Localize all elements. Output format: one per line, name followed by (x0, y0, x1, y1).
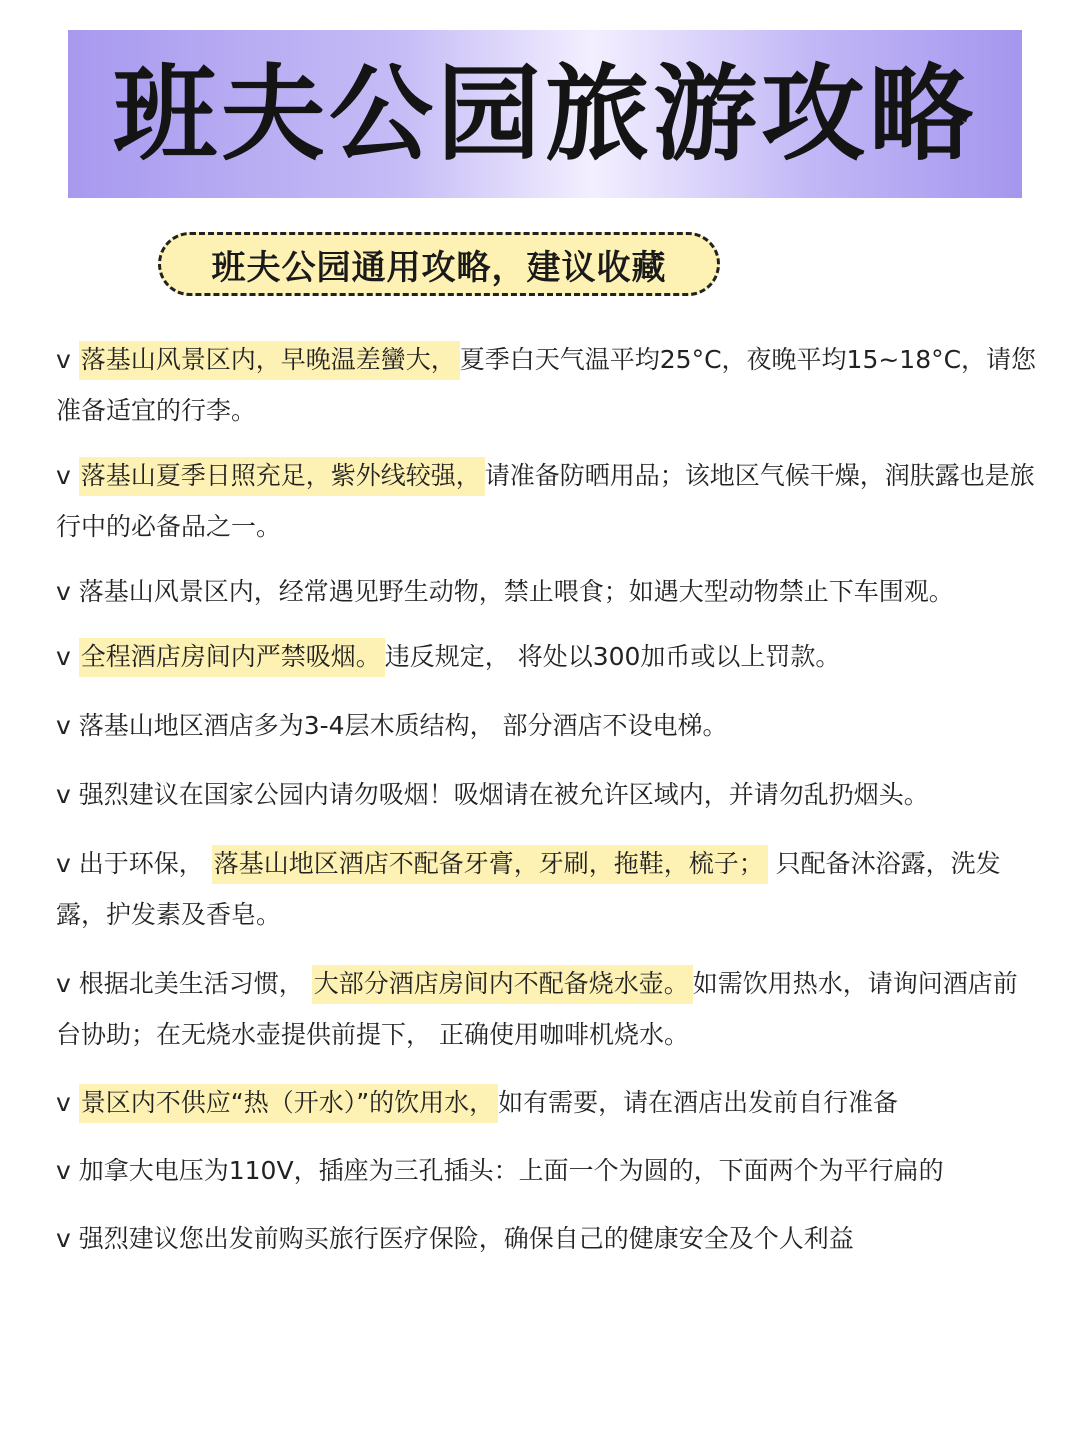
bullet-marker: v (56, 461, 71, 490)
tip-text-before: 根据北美生活习惯， (78, 969, 312, 998)
subtitle-badge (158, 232, 720, 296)
bullet-marker: v (56, 642, 71, 671)
tip-text-before: 加拿大电压为110V，插座为三孔插头：上面一个为圆的，下面两个为平行扁的 (78, 1156, 944, 1185)
tips-list (56, 334, 1040, 1264)
bullet-marker: v (56, 969, 71, 998)
tip-text-before: 强烈建议在国家公园内请勿吸烟！吸烟请在被允许区域内，并请勿乱扔烟头。 (78, 780, 929, 809)
page-title: 班夫公园旅游攻略 (112, 53, 977, 175)
tip-highlight: 落基山风景区内，早晚温差蠻大， (79, 341, 460, 380)
tip-text-before: 强烈建议您出发前购买旅行医疗保险，确保自己的健康安全及个人利益 (78, 1224, 854, 1253)
tip-item (56, 958, 1040, 1060)
title-banner (68, 30, 1022, 198)
bullet-marker: v (56, 1156, 71, 1185)
tip-item (56, 769, 1040, 820)
tip-item (56, 838, 1040, 940)
bullet-marker: v (56, 345, 71, 374)
tip-highlight: 全程酒店房间内严禁吸烟。 (79, 638, 385, 677)
tip-text-after: 如需饮用热水，请询问酒店前台协助；在无烧水壶提供前提下， 正确使用咖啡机烧水。 (56, 969, 1018, 1049)
tip-item (56, 1213, 1040, 1264)
tip-item (56, 1077, 1040, 1128)
tip-highlight: 落基山地区酒店不配备牙膏，牙刷，拖鞋，梳子； (212, 845, 768, 884)
bullet-marker: v (56, 780, 71, 809)
tip-text-after: 夏季白天气温平均25°C，夜晚平均15~18°C，请您准备适宜的行李。 (56, 345, 1037, 425)
tip-text-before: 落基山地区酒店多为3-4层木质结构， 部分酒店不设电梯。 (78, 711, 728, 740)
bullet-marker: v (56, 711, 71, 740)
tip-text-after: 请准备防晒用品；该地区气候干燥，润肤露也是旅行中的必备品之一。 (56, 461, 1035, 541)
tip-item (56, 334, 1040, 436)
tip-text-before: 出于环保， (78, 849, 212, 878)
tip-text-before: 落基山风景区内，经常遇见野生动物，禁止喂食；如遇大型动物禁止下车围观。 (78, 577, 954, 606)
tip-item (56, 566, 1040, 617)
tip-highlight: 景区内不供应“热（开水）”的饮用水， (79, 1084, 498, 1123)
bullet-marker: v (56, 1088, 71, 1117)
tip-item (56, 1145, 1040, 1196)
tip-item (56, 450, 1040, 552)
tip-highlight: 落基山夏季日照充足，紫外线较强， (79, 457, 485, 496)
tip-highlight: 大部分酒店房间内不配备烧水壶。 (312, 965, 693, 1004)
tip-text-after: 只配备沐浴露，洗发露，护发素及香皂。 (56, 849, 1001, 929)
tip-text-after: 如有需要，请在酒店出发前自行准备 (498, 1088, 899, 1117)
tip-item (56, 631, 1040, 682)
subtitle-text: 班夫公园通用攻略，建议收藏 (211, 247, 667, 288)
tip-text-after: 违反规定， 将处以300加币或以上罚款。 (384, 642, 841, 671)
tip-item (56, 700, 1040, 751)
bullet-marker: v (56, 849, 71, 878)
bullet-marker: v (56, 1224, 71, 1253)
bullet-marker: v (56, 577, 71, 606)
